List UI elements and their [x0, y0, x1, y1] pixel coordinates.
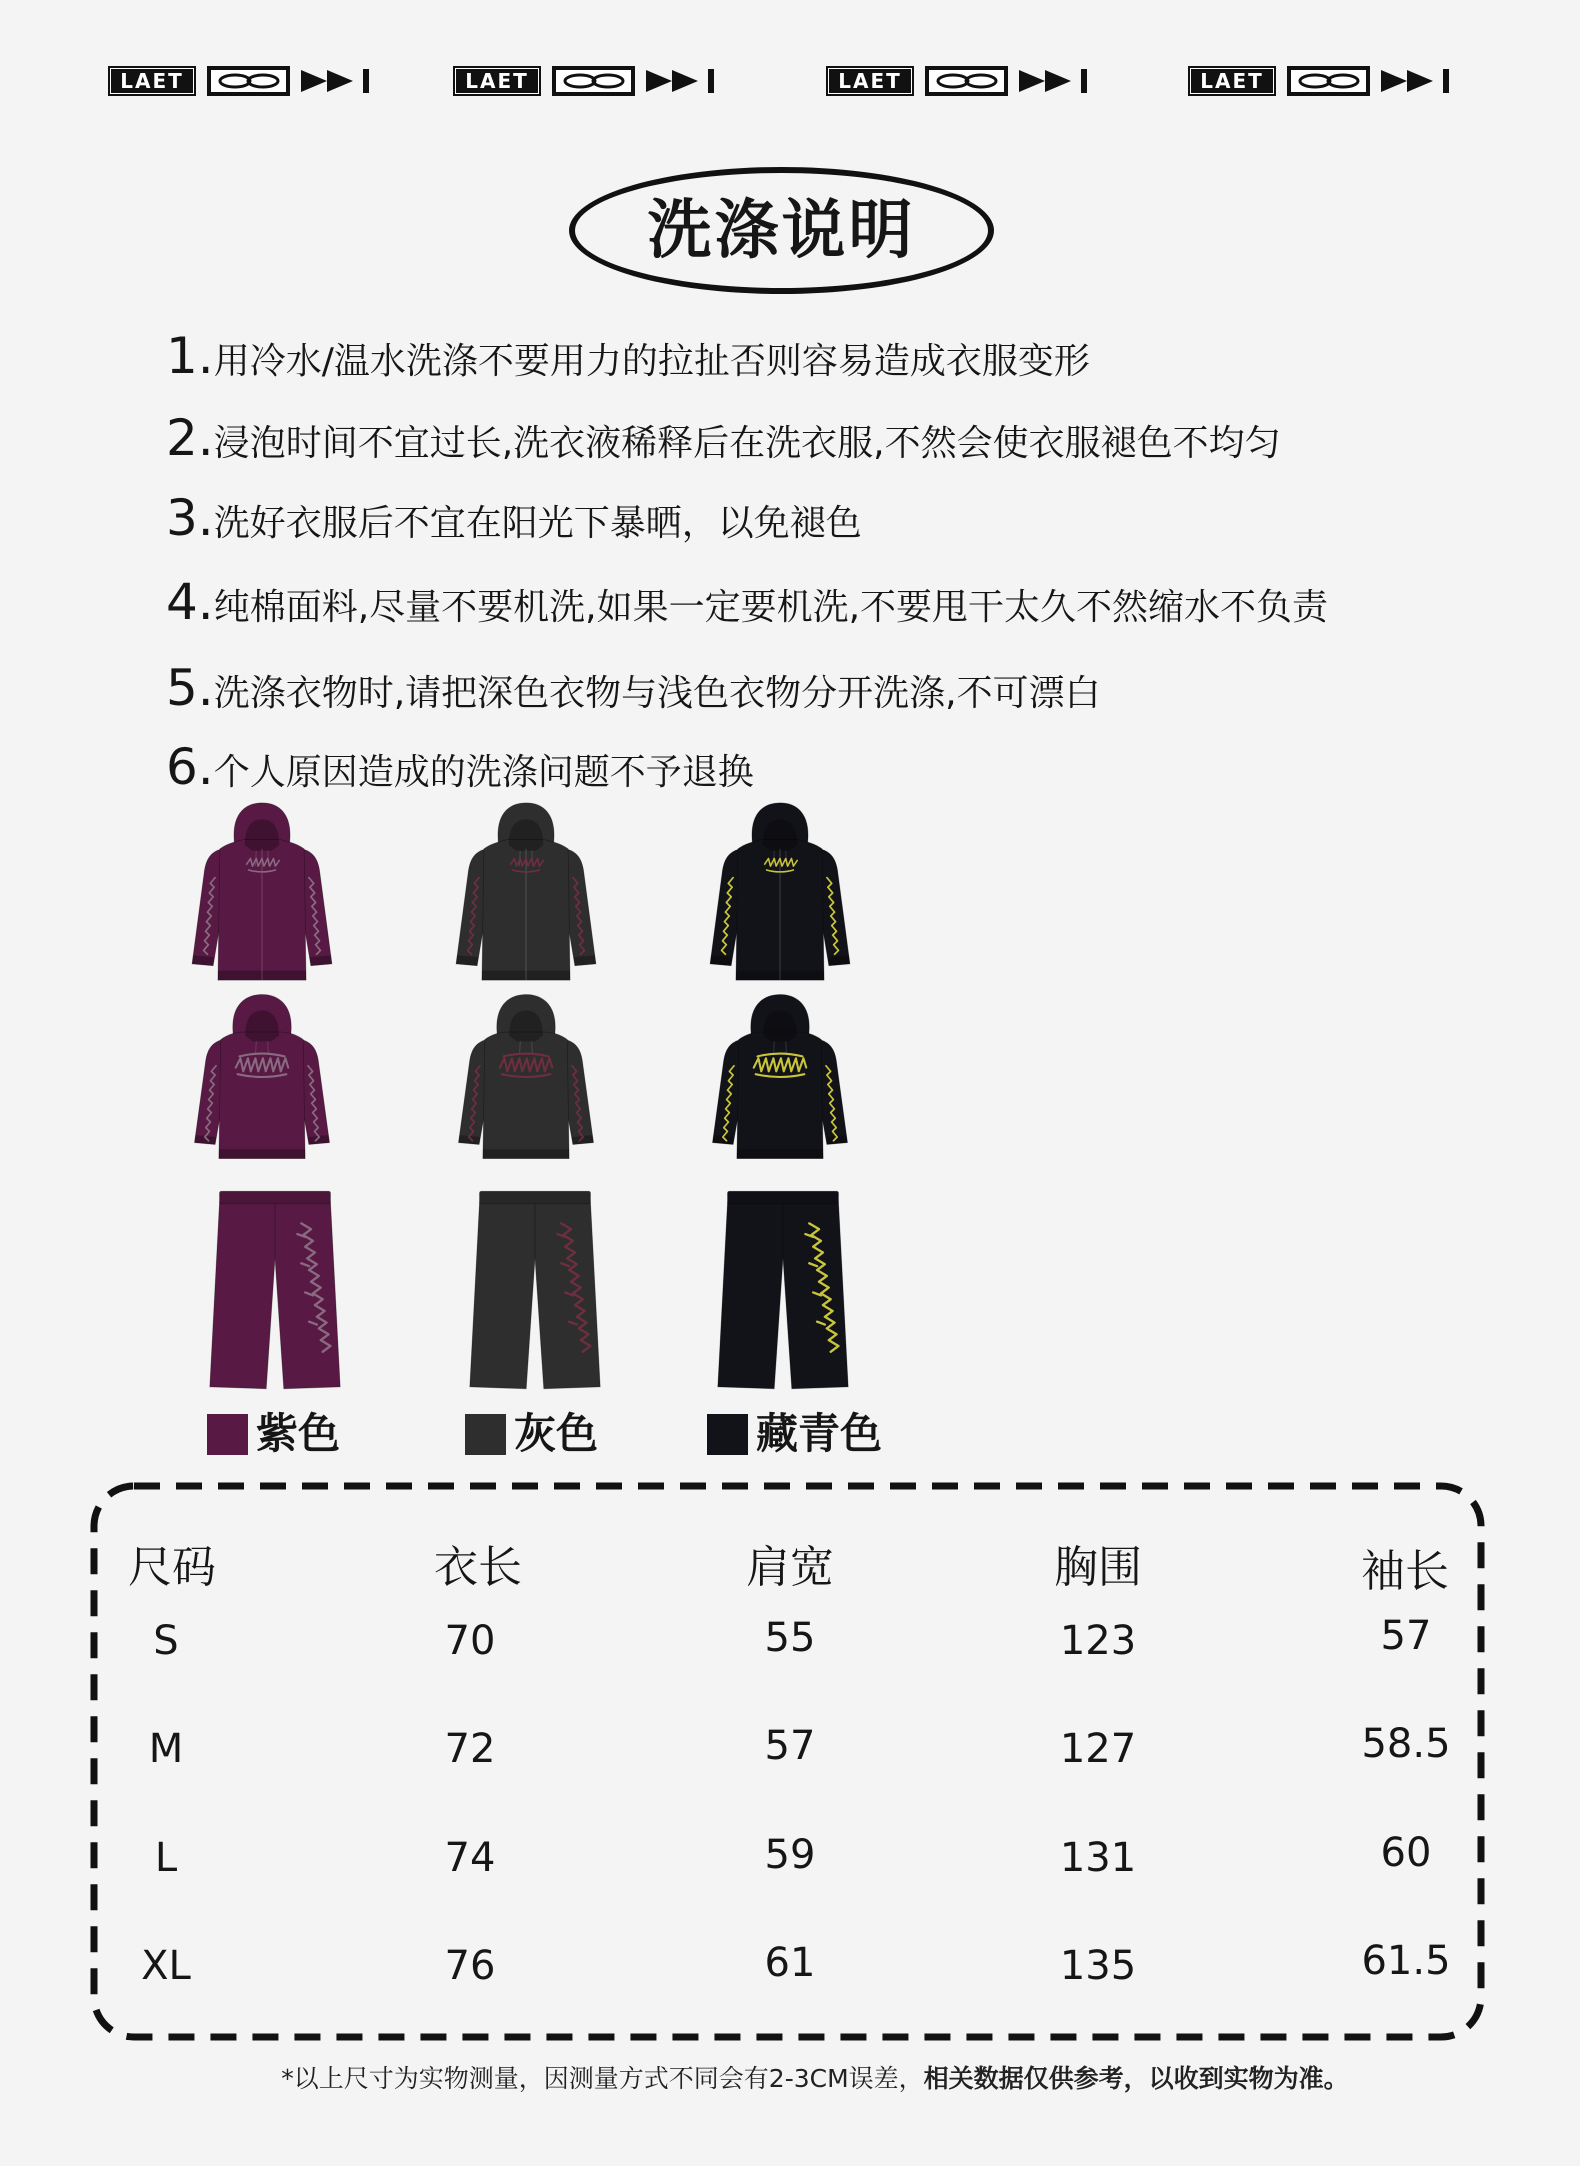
color-option [465, 1410, 598, 1458]
hem-band [219, 1149, 305, 1158]
title-oval [569, 167, 994, 294]
table-cell: 61 [764, 1940, 816, 1986]
instruction-text: 个人原因造成的洗涤问题不予退换 [213, 752, 754, 793]
table-header: 胸围 [1054, 1542, 1142, 1593]
instruction-number: 1. [166, 327, 214, 385]
table-cell: 135 [1059, 1943, 1137, 1989]
instruction-item [166, 408, 1281, 468]
table-cell: 127 [1059, 1726, 1137, 1772]
pants-drawing [462, 1188, 608, 1393]
hem-band [483, 1149, 569, 1158]
pullover-hoodie-image [705, 990, 855, 1164]
instruction-number: 6. [166, 738, 214, 796]
waistband-shade [728, 1191, 839, 1204]
table-header: 袖长 [1361, 1546, 1449, 1597]
page-title: 洗涤说明 [647, 193, 916, 268]
table-cell: 131 [1059, 1835, 1137, 1881]
waistband-shade [220, 1191, 331, 1204]
table-cell: S [153, 1618, 179, 1664]
measurement-footnote [281, 2062, 1348, 2096]
infinity-loop-icon [207, 66, 290, 96]
table-header: 衣长 [434, 1542, 522, 1593]
table-cell: 72 [444, 1726, 496, 1772]
pants-image [462, 1188, 608, 1393]
table-cell: 59 [764, 1832, 816, 1878]
table-header: 尺码 [128, 1542, 216, 1593]
brand-strip-1 [108, 66, 377, 96]
instruction-number: 5. [166, 659, 214, 717]
instruction-text: 洗涤衣物时,请把深色衣物与浅色衣物分开洗涤,不可漂白 [213, 673, 1101, 714]
table-cell: 74 [444, 1835, 496, 1881]
table-cell: 55 [764, 1615, 816, 1661]
skip-forward-icon [1381, 66, 1457, 96]
zip-hoodie-drawing [700, 801, 860, 983]
pants-drawing [202, 1188, 348, 1393]
body [737, 1032, 823, 1159]
pants-image [710, 1188, 856, 1393]
waistband-shade [480, 1191, 591, 1204]
table-cell: 57 [764, 1723, 816, 1769]
color-name: 灰色 [514, 1409, 599, 1458]
pullover-hoodie-drawing [705, 990, 855, 1164]
instruction-number: 4. [166, 573, 214, 631]
hem-band [737, 1149, 823, 1158]
instruction-text: 洗好衣服后不宜在阳光下暴晒，以免褪色 [213, 503, 862, 544]
pullover-hoodie-drawing [187, 990, 337, 1164]
color-name: 紫色 [256, 1409, 341, 1458]
table-cell: 61.5 [1361, 1938, 1451, 1984]
instruction-item [166, 488, 862, 548]
zip-hoodie-image [182, 801, 342, 983]
instruction-number: 3. [166, 489, 214, 547]
pants-drawing [710, 1188, 856, 1393]
table-cell: M [148, 1726, 184, 1772]
brand-logo: LAET [108, 66, 196, 96]
body [219, 1032, 305, 1159]
color-option [207, 1410, 340, 1458]
color-option [707, 1410, 882, 1458]
pants-image [202, 1188, 348, 1393]
zip-hoodie-image [446, 801, 606, 983]
instruction-number: 2. [166, 409, 214, 467]
table-cell: L [154, 1835, 178, 1881]
brand-strip-3 [826, 66, 1095, 96]
table-cell: 123 [1059, 1618, 1137, 1664]
table-header: 肩宽 [746, 1542, 834, 1593]
table-cell: 58.5 [1361, 1721, 1451, 1767]
skip-forward-icon [301, 66, 377, 96]
table-cell: XL [141, 1943, 191, 1989]
instruction-item [166, 572, 1328, 632]
zip-hoodie-image [700, 801, 860, 983]
table-cell: 70 [444, 1618, 496, 1664]
zip-hoodie-drawing [182, 801, 342, 983]
pullover-hoodie-drawing [451, 990, 601, 1164]
skip-forward-icon [1019, 66, 1095, 96]
instruction-text: 纯棉面料,尽量不要机洗,如果一定要机洗,不要甩干太久不然缩水不负责 [213, 587, 1329, 628]
table-cell: 57 [1380, 1613, 1432, 1659]
infinity-loop-icon [552, 66, 635, 96]
instruction-text: 浸泡时间不宜过长,洗衣液稀释后在洗衣服,不然会使衣服褪色不均匀 [213, 423, 1281, 464]
instruction-item [166, 326, 1090, 386]
infinity-loop-icon [925, 66, 1008, 96]
brand-logo: LAET [1188, 66, 1276, 96]
brand-logo: LAET [826, 66, 914, 96]
table-cell: 76 [444, 1943, 496, 1989]
color-name: 藏青色 [756, 1409, 883, 1458]
pullover-hoodie-image [187, 990, 337, 1164]
instruction-item [166, 737, 754, 797]
color-swatch [207, 1414, 248, 1455]
footnote-bold: 相关数据仅供参考，以收到实物为准。 [923, 2064, 1349, 2093]
body [483, 1032, 569, 1159]
brand-strip-2 [453, 66, 722, 96]
zip-hoodie-drawing [446, 801, 606, 983]
brand-logo: LAET [453, 66, 541, 96]
instruction-item [166, 658, 1101, 718]
infinity-loop-icon [1287, 66, 1370, 96]
table-cell: 60 [1380, 1830, 1432, 1876]
brand-strip-4 [1188, 66, 1457, 96]
footnote-regular: *以上尺寸为实物测量，因测量方式不同会有2-3CM误差， [281, 2064, 924, 2093]
pullover-hoodie-image [451, 990, 601, 1164]
color-swatch [707, 1414, 748, 1455]
skip-forward-icon [646, 66, 722, 96]
color-swatch [465, 1414, 506, 1455]
instruction-text: 用冷水/温水洗涤不要用力的拉扯否则容易造成衣服变形 [213, 341, 1090, 382]
